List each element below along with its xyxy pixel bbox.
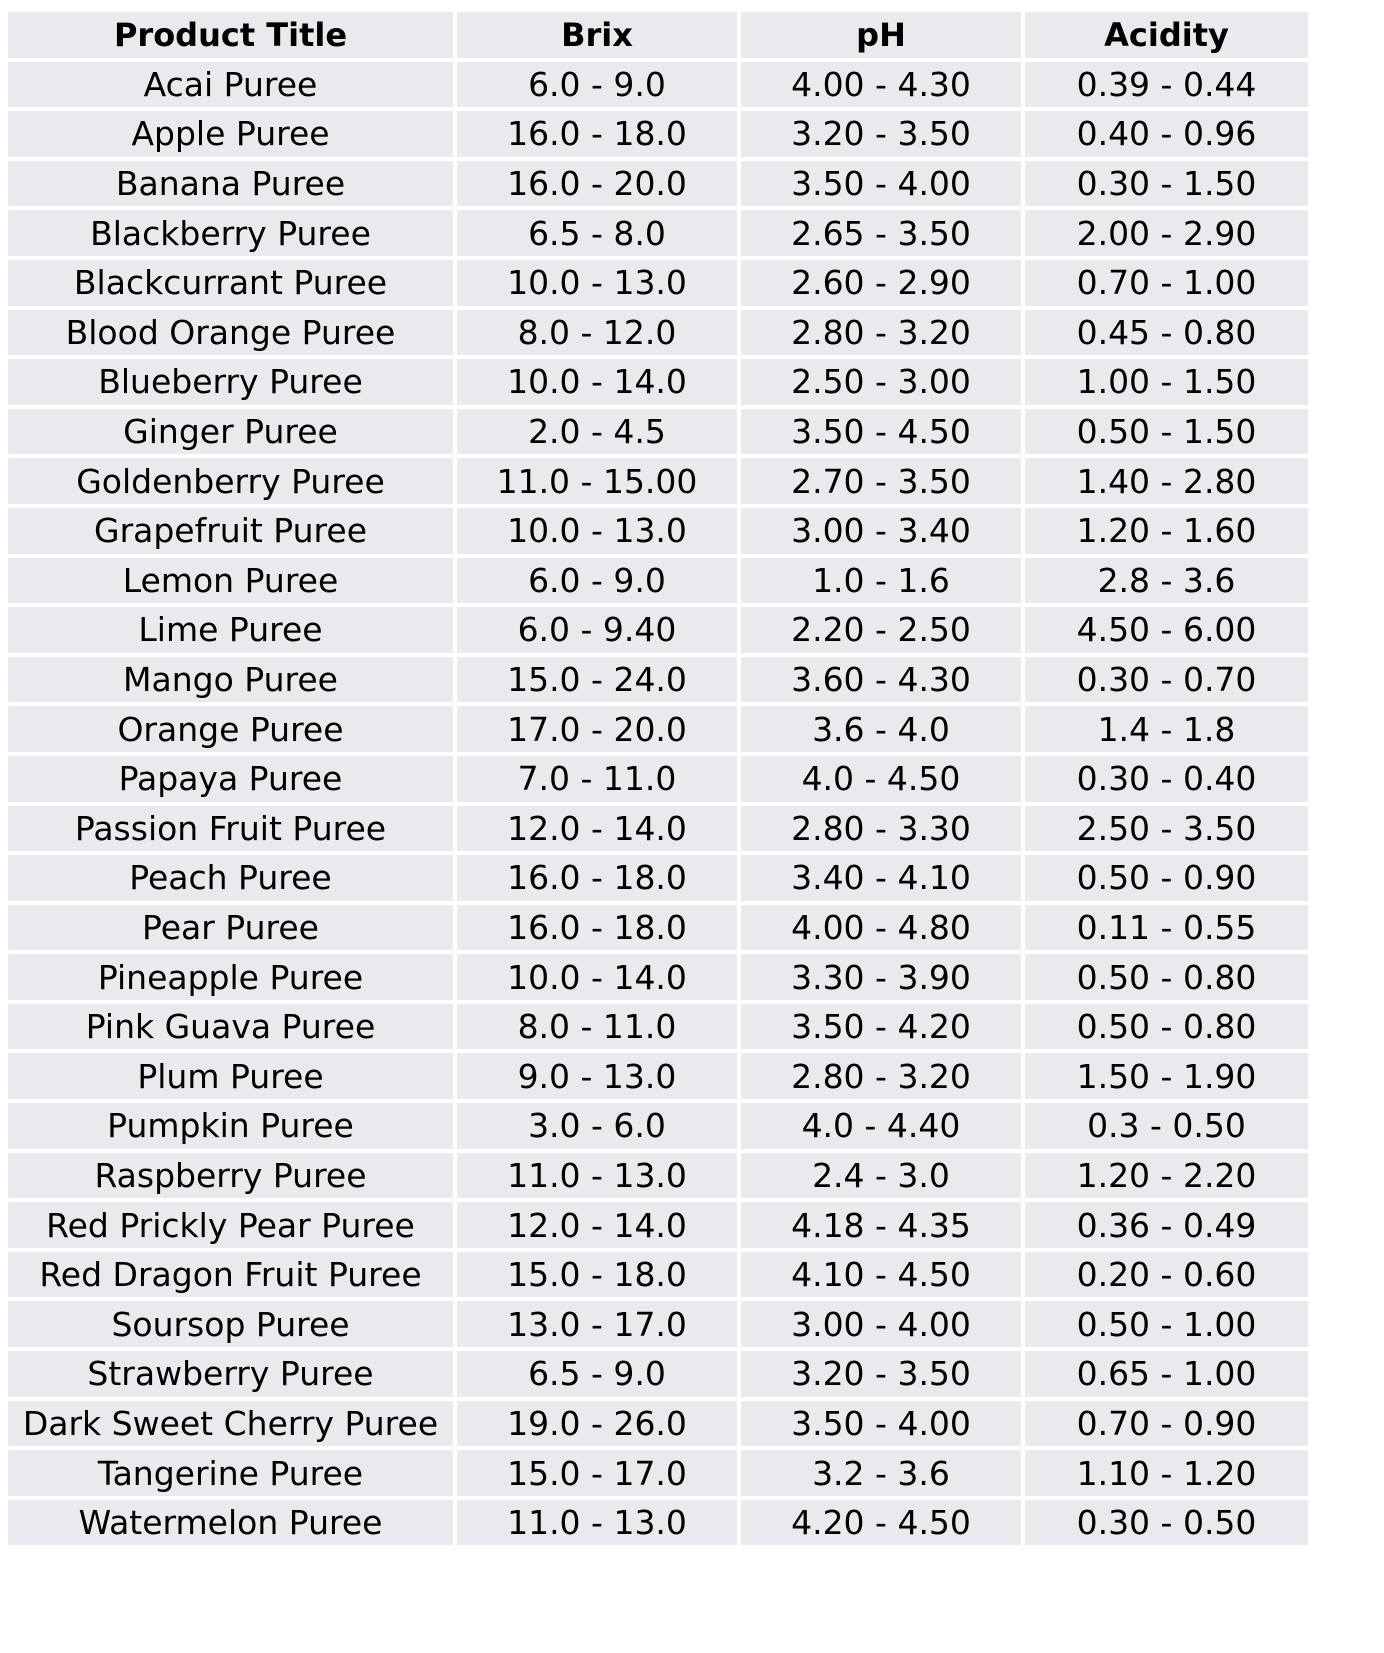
table-row: [8, 409, 1308, 455]
cell-product-title: Banana Puree: [8, 161, 453, 207]
cell-product-title: Watermelon Puree: [8, 1500, 453, 1546]
cell-product-title: Red Dragon Fruit Puree: [8, 1252, 453, 1298]
cell-ph: 4.0 - 4.50: [741, 756, 1021, 802]
cell-brix: 16.0 - 20.0: [457, 161, 737, 207]
header-brix: Brix: [457, 12, 737, 58]
table-row: [8, 806, 1308, 852]
cell-brix: 15.0 - 18.0: [457, 1252, 737, 1298]
cell-product-title: Dark Sweet Cherry Puree: [8, 1401, 453, 1447]
cell-brix: 9.0 - 13.0: [457, 1053, 737, 1099]
cell-ph: 2.60 - 2.90: [741, 260, 1021, 306]
cell-ph: 3.00 - 4.00: [741, 1301, 1021, 1347]
cell-product-title: Lime Puree: [8, 607, 453, 653]
cell-acidity: 2.8 - 3.6: [1025, 558, 1308, 604]
cell-product-title: Pink Guava Puree: [8, 1004, 453, 1050]
cell-product-title: Plum Puree: [8, 1053, 453, 1099]
table-row: [8, 1351, 1308, 1397]
cell-ph: 2.70 - 3.50: [741, 458, 1021, 504]
cell-ph: 2.20 - 2.50: [741, 607, 1021, 653]
cell-brix: 2.0 - 4.5: [457, 409, 737, 455]
cell-acidity: 0.30 - 0.50: [1025, 1500, 1308, 1546]
cell-product-title: Blackberry Puree: [8, 210, 453, 256]
cell-ph: 2.80 - 3.20: [741, 310, 1021, 356]
cell-acidity: 0.50 - 1.00: [1025, 1301, 1308, 1347]
cell-ph: 4.0 - 4.40: [741, 1103, 1021, 1149]
cell-brix: 17.0 - 20.0: [457, 706, 737, 752]
table-row: [8, 706, 1308, 752]
cell-ph: 2.65 - 3.50: [741, 210, 1021, 256]
cell-acidity: 1.50 - 1.90: [1025, 1053, 1308, 1099]
table-row: [8, 756, 1308, 802]
cell-ph: 2.50 - 3.00: [741, 359, 1021, 405]
cell-acidity: 0.36 - 0.49: [1025, 1202, 1308, 1248]
table-row: [8, 1153, 1308, 1199]
table-row: [8, 1301, 1308, 1347]
cell-brix: 19.0 - 26.0: [457, 1401, 737, 1447]
cell-product-title: Blueberry Puree: [8, 359, 453, 405]
cell-brix: 6.0 - 9.40: [457, 607, 737, 653]
cell-acidity: 0.50 - 1.50: [1025, 409, 1308, 455]
cell-acidity: 1.00 - 1.50: [1025, 359, 1308, 405]
cell-product-title: Mango Puree: [8, 657, 453, 703]
cell-acidity: 4.50 - 6.00: [1025, 607, 1308, 653]
cell-ph: 4.18 - 4.35: [741, 1202, 1021, 1248]
cell-acidity: 0.11 - 0.55: [1025, 905, 1308, 951]
table-body: [8, 62, 1308, 1546]
table-row: [8, 62, 1308, 108]
cell-acidity: 1.4 - 1.8: [1025, 706, 1308, 752]
cell-acidity: 2.50 - 3.50: [1025, 806, 1308, 852]
cell-product-title: Peach Puree: [8, 855, 453, 901]
cell-acidity: 0.20 - 0.60: [1025, 1252, 1308, 1298]
table-row: [8, 1500, 1308, 1546]
header-acidity: Acidity: [1025, 12, 1308, 58]
cell-product-title: Apple Puree: [8, 111, 453, 157]
cell-ph: 3.6 - 4.0: [741, 706, 1021, 752]
cell-brix: 13.0 - 17.0: [457, 1301, 737, 1347]
cell-product-title: Blood Orange Puree: [8, 310, 453, 356]
cell-ph: 3.30 - 3.90: [741, 954, 1021, 1000]
cell-brix: 6.5 - 8.0: [457, 210, 737, 256]
cell-ph: 3.50 - 4.50: [741, 409, 1021, 455]
cell-acidity: 1.20 - 1.60: [1025, 508, 1308, 554]
cell-ph: 4.00 - 4.30: [741, 62, 1021, 108]
cell-ph: 3.60 - 4.30: [741, 657, 1021, 703]
cell-product-title: Grapefruit Puree: [8, 508, 453, 554]
cell-ph: 4.20 - 4.50: [741, 1500, 1021, 1546]
table-row: [8, 1053, 1308, 1099]
cell-brix: 8.0 - 12.0: [457, 310, 737, 356]
cell-ph: 2.4 - 3.0: [741, 1153, 1021, 1199]
cell-brix: 6.0 - 9.0: [457, 62, 737, 108]
cell-ph: 3.50 - 4.00: [741, 161, 1021, 207]
table-row: [8, 1103, 1308, 1149]
table-row: [8, 260, 1308, 306]
cell-product-title: Passion Fruit Puree: [8, 806, 453, 852]
cell-ph: 3.2 - 3.6: [741, 1450, 1021, 1496]
cell-product-title: Acai Puree: [8, 62, 453, 108]
table-row: [8, 1004, 1308, 1050]
table-row: [8, 458, 1308, 504]
cell-ph: 2.80 - 3.30: [741, 806, 1021, 852]
cell-brix: 6.0 - 9.0: [457, 558, 737, 604]
cell-product-title: Blackcurrant Puree: [8, 260, 453, 306]
cell-acidity: 0.70 - 1.00: [1025, 260, 1308, 306]
table-row: [8, 508, 1308, 554]
cell-brix: 10.0 - 14.0: [457, 359, 737, 405]
puree-spec-table: [4, 8, 1312, 1549]
table-row: [8, 1202, 1308, 1248]
cell-acidity: 0.70 - 0.90: [1025, 1401, 1308, 1447]
table-row: [8, 210, 1308, 256]
cell-ph: 1.0 - 1.6: [741, 558, 1021, 604]
cell-ph: 3.40 - 4.10: [741, 855, 1021, 901]
cell-product-title: Papaya Puree: [8, 756, 453, 802]
header-product-title: Product Title: [8, 12, 453, 58]
cell-ph: 3.20 - 3.50: [741, 111, 1021, 157]
cell-acidity: 1.40 - 2.80: [1025, 458, 1308, 504]
cell-product-title: Strawberry Puree: [8, 1351, 453, 1397]
cell-ph: 3.20 - 3.50: [741, 1351, 1021, 1397]
table-row: [8, 359, 1308, 405]
cell-product-title: Pineapple Puree: [8, 954, 453, 1000]
table-row: [8, 1252, 1308, 1298]
header-ph: pH: [741, 12, 1021, 58]
cell-brix: 12.0 - 14.0: [457, 1202, 737, 1248]
table-row: [8, 161, 1308, 207]
table-row: [8, 111, 1308, 157]
cell-product-title: Ginger Puree: [8, 409, 453, 455]
cell-product-title: Pumpkin Puree: [8, 1103, 453, 1149]
cell-acidity: 0.45 - 0.80: [1025, 310, 1308, 356]
table-header: [8, 12, 1308, 58]
header-row: [8, 12, 1308, 58]
cell-acidity: 0.65 - 1.00: [1025, 1351, 1308, 1397]
table-row: [8, 1450, 1308, 1496]
table-row: [8, 607, 1308, 653]
cell-brix: 15.0 - 17.0: [457, 1450, 737, 1496]
cell-brix: 8.0 - 11.0: [457, 1004, 737, 1050]
cell-acidity: 0.3 - 0.50: [1025, 1103, 1308, 1149]
cell-ph: 4.00 - 4.80: [741, 905, 1021, 951]
cell-acidity: 0.30 - 0.70: [1025, 657, 1308, 703]
cell-ph: 3.50 - 4.20: [741, 1004, 1021, 1050]
cell-product-title: Lemon Puree: [8, 558, 453, 604]
cell-brix: 16.0 - 18.0: [457, 855, 737, 901]
cell-product-title: Red Prickly Pear Puree: [8, 1202, 453, 1248]
cell-acidity: 1.10 - 1.20: [1025, 1450, 1308, 1496]
cell-ph: 4.10 - 4.50: [741, 1252, 1021, 1298]
cell-ph: 3.00 - 3.40: [741, 508, 1021, 554]
cell-acidity: 0.39 - 0.44: [1025, 62, 1308, 108]
cell-product-title: Pear Puree: [8, 905, 453, 951]
cell-brix: 10.0 - 14.0: [457, 954, 737, 1000]
cell-brix: 6.5 - 9.0: [457, 1351, 737, 1397]
cell-brix: 10.0 - 13.0: [457, 508, 737, 554]
cell-acidity: 2.00 - 2.90: [1025, 210, 1308, 256]
cell-brix: 10.0 - 13.0: [457, 260, 737, 306]
table-row: [8, 855, 1308, 901]
cell-product-title: Orange Puree: [8, 706, 453, 752]
cell-product-title: Soursop Puree: [8, 1301, 453, 1347]
cell-brix: 16.0 - 18.0: [457, 111, 737, 157]
cell-acidity: 0.50 - 0.80: [1025, 954, 1308, 1000]
cell-acidity: 0.30 - 0.40: [1025, 756, 1308, 802]
cell-acidity: 0.50 - 0.80: [1025, 1004, 1308, 1050]
table-row: [8, 657, 1308, 703]
cell-acidity: 0.50 - 0.90: [1025, 855, 1308, 901]
cell-brix: 11.0 - 15.00: [457, 458, 737, 504]
cell-brix: 3.0 - 6.0: [457, 1103, 737, 1149]
cell-brix: 7.0 - 11.0: [457, 756, 737, 802]
table-row: [8, 310, 1308, 356]
cell-product-title: Raspberry Puree: [8, 1153, 453, 1199]
cell-ph: 3.50 - 4.00: [741, 1401, 1021, 1447]
table-row: [8, 954, 1308, 1000]
cell-brix: 16.0 - 18.0: [457, 905, 737, 951]
cell-brix: 12.0 - 14.0: [457, 806, 737, 852]
cell-acidity: 0.40 - 0.96: [1025, 111, 1308, 157]
cell-brix: 11.0 - 13.0: [457, 1500, 737, 1546]
cell-product-title: Tangerine Puree: [8, 1450, 453, 1496]
cell-brix: 11.0 - 13.0: [457, 1153, 737, 1199]
table-row: [8, 1401, 1308, 1447]
table-row: [8, 558, 1308, 604]
cell-brix: 15.0 - 24.0: [457, 657, 737, 703]
cell-product-title: Goldenberry Puree: [8, 458, 453, 504]
cell-ph: 2.80 - 3.20: [741, 1053, 1021, 1099]
cell-acidity: 1.20 - 2.20: [1025, 1153, 1308, 1199]
table-row: [8, 905, 1308, 951]
cell-acidity: 0.30 - 1.50: [1025, 161, 1308, 207]
